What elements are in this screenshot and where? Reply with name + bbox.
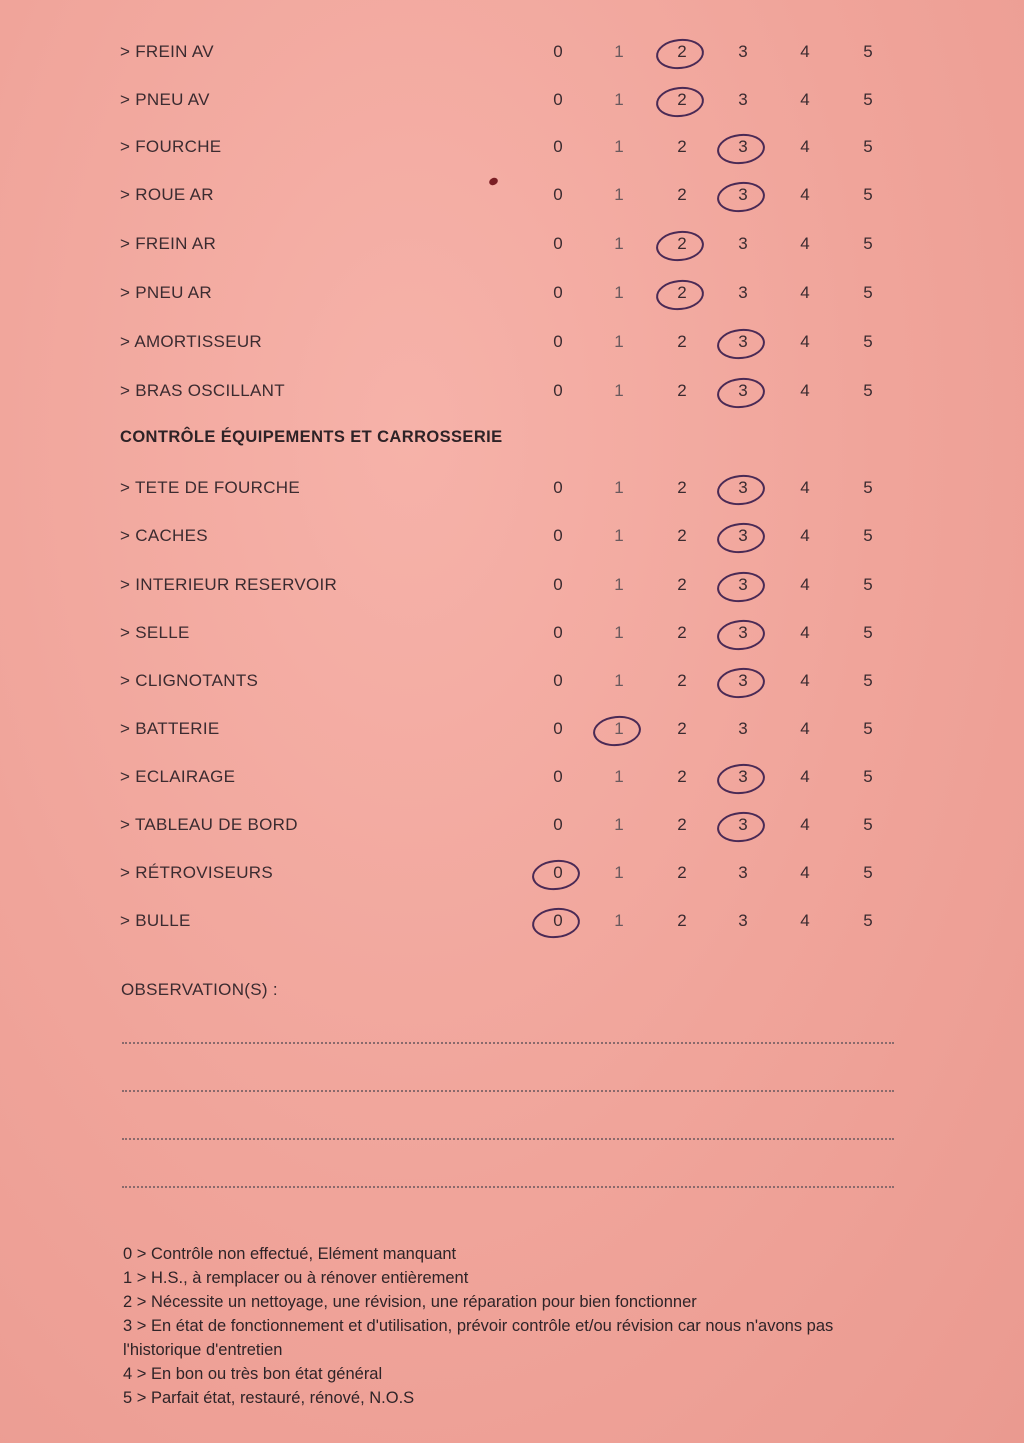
score-option-2[interactable]: 2 [677, 137, 687, 156]
selected-circle-mark [592, 714, 643, 749]
checklist-item-label: > BULLE [120, 911, 191, 930]
selected-circle-mark [655, 85, 706, 120]
checklist-row [0, 279, 1024, 309]
checklist-row [0, 86, 1024, 116]
checklist-row [0, 474, 1024, 504]
checklist-row [0, 38, 1024, 68]
score-option-4[interactable]: 4 [800, 332, 810, 351]
score-option-4[interactable]: 4 [800, 381, 810, 400]
section-title: CONTRÔLE ÉQUIPEMENTS ET CARROSSERIE [120, 428, 503, 446]
score-option-0[interactable]: 0 [553, 185, 563, 204]
score-option-0[interactable]: 0 [553, 526, 563, 545]
score-option-1[interactable]: 1 [614, 623, 624, 642]
score-option-3[interactable]: 3 [738, 283, 748, 302]
checklist-row [0, 328, 1024, 358]
score-option-selected[interactable]: 3 [731, 137, 755, 157]
score-option-5[interactable]: 5 [863, 381, 873, 400]
legend-item: 1 > H.S., à remplacer ou à rénover entièrement [123, 1269, 469, 1287]
score-option-1[interactable]: 1 [614, 911, 624, 930]
checklist-item-label: > AMORTISSEUR [120, 332, 262, 351]
score-option-4[interactable]: 4 [800, 526, 810, 545]
score-option-5[interactable]: 5 [863, 185, 873, 204]
score-option-4[interactable]: 4 [800, 911, 810, 930]
score-option-4[interactable]: 4 [800, 623, 810, 642]
checklist-row [0, 907, 1024, 937]
selected-circle-mark [716, 762, 767, 797]
score-option-selected[interactable]: 2 [670, 90, 694, 110]
score-option-1[interactable]: 1 [614, 381, 624, 400]
score-option-2[interactable]: 2 [677, 526, 687, 545]
observation-line[interactable] [122, 1090, 894, 1092]
score-option-1[interactable]: 1 [614, 478, 624, 497]
score-option-selected[interactable]: 3 [731, 381, 755, 401]
score-option-3[interactable]: 3 [738, 911, 748, 930]
score-option-selected[interactable]: 2 [670, 42, 694, 62]
score-option-5[interactable]: 5 [863, 671, 873, 690]
score-option-selected[interactable]: 3 [731, 185, 755, 205]
score-option-2[interactable]: 2 [677, 478, 687, 497]
score-option-5[interactable]: 5 [863, 283, 873, 302]
observation-line[interactable] [122, 1138, 894, 1140]
score-option-3[interactable]: 3 [738, 863, 748, 882]
selected-circle-mark [716, 327, 767, 362]
score-option-1[interactable]: 1 [614, 283, 624, 302]
checklist-row [0, 715, 1024, 745]
score-option-5[interactable]: 5 [863, 234, 873, 253]
score-option-4[interactable]: 4 [800, 185, 810, 204]
selected-circle-mark [716, 376, 767, 411]
legend-item: 2 > Nécessite un nettoyage, une révision, une réparation pour bien fonctionner [123, 1293, 697, 1311]
score-option-4[interactable]: 4 [800, 719, 810, 738]
observations-label: OBSERVATION(S) : [121, 980, 278, 999]
selected-circle-mark [716, 810, 767, 845]
selected-circle-mark [655, 229, 706, 264]
legend-item: 4 > En bon ou très bon état général [123, 1365, 383, 1383]
score-option-1[interactable]: 1 [614, 234, 624, 253]
checklist-row [0, 133, 1024, 163]
score-option-0[interactable]: 0 [553, 719, 563, 738]
score-option-0[interactable]: 0 [553, 815, 563, 834]
checklist-item-label: > ECLAIRAGE [120, 767, 236, 786]
score-option-5[interactable]: 5 [863, 623, 873, 642]
score-option-selected[interactable]: 3 [731, 575, 755, 595]
checklist-row [0, 619, 1024, 649]
selected-circle-mark [531, 858, 582, 893]
score-option-2[interactable]: 2 [677, 185, 687, 204]
checklist-item-label: > ROUE AR [120, 185, 214, 204]
score-option-4[interactable]: 4 [800, 90, 810, 109]
score-option-1[interactable]: 1 [614, 671, 624, 690]
score-option-0[interactable]: 0 [553, 90, 563, 109]
checklist-item-label: > BRAS OSCILLANT [120, 381, 285, 400]
legend-item: 0 > Contrôle non effectué, Elément manquant [123, 1245, 457, 1263]
score-option-2[interactable]: 2 [677, 332, 687, 351]
score-option-1[interactable]: 1 [614, 526, 624, 545]
selected-circle-mark [716, 473, 767, 508]
score-option-2[interactable]: 2 [677, 671, 687, 690]
checklist-row [0, 667, 1024, 697]
score-option-3[interactable]: 3 [738, 719, 748, 738]
score-option-0[interactable]: 0 [553, 767, 563, 786]
checklist-item-label: > SELLE [120, 623, 190, 642]
score-option-5[interactable]: 5 [863, 137, 873, 156]
score-option-5[interactable]: 5 [863, 526, 873, 545]
score-option-selected[interactable]: 3 [731, 671, 755, 691]
checklist-row [0, 377, 1024, 407]
score-option-selected[interactable]: 3 [731, 526, 755, 546]
score-option-4[interactable]: 4 [800, 234, 810, 253]
score-option-5[interactable]: 5 [863, 90, 873, 109]
score-option-4[interactable]: 4 [800, 671, 810, 690]
checklist-item-label: > FREIN AV [120, 42, 214, 61]
score-option-selected[interactable]: 2 [670, 283, 694, 303]
checklist-item-label: > INTERIEUR RESERVOIR [120, 575, 338, 594]
legend-item: 3 > En état de fonctionnement et d'utilisation, prévoir contrôle et/ou révision car nous n'avons pas l'historique d'entretien [123, 1317, 834, 1359]
selected-circle-mark [655, 278, 706, 313]
score-option-4[interactable]: 4 [800, 283, 810, 302]
score-option-1[interactable]: 1 [614, 185, 624, 204]
score-option-selected[interactable]: 0 [546, 863, 570, 883]
checklist-item-label: > CACHES [120, 526, 208, 545]
selected-circle-mark [716, 521, 767, 556]
score-option-0[interactable]: 0 [553, 283, 563, 302]
score-option-1[interactable]: 1 [614, 332, 624, 351]
score-legend [123, 1242, 883, 1410]
score-option-5[interactable]: 5 [863, 863, 873, 882]
score-option-1[interactable]: 1 [614, 863, 624, 882]
checklist-item-label: > FREIN AR [120, 234, 217, 253]
selected-circle-mark [716, 570, 767, 605]
checklist-row [0, 181, 1024, 211]
selected-circle-mark [531, 906, 582, 941]
score-option-0[interactable]: 0 [553, 575, 563, 594]
score-option-5[interactable]: 5 [863, 332, 873, 351]
checklist-item-label: > BATTERIE [120, 719, 220, 738]
selected-circle-mark [655, 37, 706, 72]
score-option-5[interactable]: 5 [863, 815, 873, 834]
checklist-item-label: > CLIGNOTANTS [120, 671, 259, 690]
score-option-0[interactable]: 0 [553, 332, 563, 351]
observation-line[interactable] [122, 1186, 894, 1188]
score-option-5[interactable]: 5 [863, 767, 873, 786]
score-option-4[interactable]: 4 [800, 42, 810, 61]
checklist-row [0, 763, 1024, 793]
score-option-3[interactable]: 3 [738, 234, 748, 253]
score-option-2[interactable]: 2 [677, 911, 687, 930]
score-option-1[interactable]: 1 [614, 137, 624, 156]
score-option-2[interactable]: 2 [677, 767, 687, 786]
legend-item: 5 > Parfait état, restauré, rénové, N.O.S [123, 1389, 415, 1407]
score-option-4[interactable]: 4 [800, 575, 810, 594]
selected-circle-mark [716, 618, 767, 653]
score-option-selected[interactable]: 3 [731, 767, 755, 787]
score-option-4[interactable]: 4 [800, 767, 810, 786]
score-option-4[interactable]: 4 [800, 815, 810, 834]
score-option-4[interactable]: 4 [800, 863, 810, 882]
selected-circle-mark [716, 666, 767, 701]
score-option-3[interactable]: 3 [738, 42, 748, 61]
checklist-row [0, 811, 1024, 841]
score-option-selected[interactable]: 2 [670, 234, 694, 254]
observation-line[interactable] [122, 1042, 894, 1044]
selected-circle-mark [716, 132, 767, 167]
score-option-0[interactable]: 0 [553, 42, 563, 61]
score-option-2[interactable]: 2 [677, 381, 687, 400]
score-option-3[interactable]: 3 [738, 90, 748, 109]
score-option-2[interactable]: 2 [677, 575, 687, 594]
selected-circle-mark [716, 180, 767, 215]
checklist-row [0, 859, 1024, 889]
score-option-4[interactable]: 4 [800, 478, 810, 497]
score-option-4[interactable]: 4 [800, 137, 810, 156]
score-option-0[interactable]: 0 [553, 137, 563, 156]
checklist-item-label: > TABLEAU DE BORD [120, 815, 298, 834]
score-option-2[interactable]: 2 [677, 719, 687, 738]
score-option-5[interactable]: 5 [863, 478, 873, 497]
score-option-5[interactable]: 5 [863, 911, 873, 930]
checklist-row [0, 230, 1024, 260]
score-option-selected[interactable]: 3 [731, 332, 755, 352]
score-option-0[interactable]: 0 [553, 381, 563, 400]
score-option-0[interactable]: 0 [553, 623, 563, 642]
score-option-0[interactable]: 0 [553, 478, 563, 497]
score-option-selected[interactable]: 3 [731, 815, 755, 835]
checklist-item-label: > PNEU AV [120, 90, 210, 109]
score-option-1[interactable]: 1 [614, 42, 624, 61]
score-option-1[interactable]: 1 [614, 815, 624, 834]
score-option-5[interactable]: 5 [863, 42, 873, 61]
score-option-1[interactable]: 1 [614, 575, 624, 594]
score-option-5[interactable]: 5 [863, 575, 873, 594]
score-option-2[interactable]: 2 [677, 863, 687, 882]
score-option-1[interactable]: 1 [614, 767, 624, 786]
score-option-0[interactable]: 0 [553, 234, 563, 253]
checklist-row [0, 522, 1024, 552]
score-option-selected[interactable]: 1 [607, 719, 631, 739]
checklist-item-label: > RÉTROVISEURS [120, 863, 273, 882]
score-option-selected[interactable]: 3 [731, 623, 755, 643]
score-option-0[interactable]: 0 [553, 671, 563, 690]
checklist-item-label: > TETE DE FOURCHE [120, 478, 301, 497]
score-option-selected[interactable]: 3 [731, 478, 755, 498]
checklist-item-label: > PNEU AR [120, 283, 212, 302]
score-option-1[interactable]: 1 [614, 90, 624, 109]
score-option-2[interactable]: 2 [677, 623, 687, 642]
score-option-5[interactable]: 5 [863, 719, 873, 738]
checklist-row [0, 571, 1024, 601]
score-option-2[interactable]: 2 [677, 815, 687, 834]
checklist-item-label: > FOURCHE [120, 137, 222, 156]
score-option-selected[interactable]: 0 [546, 911, 570, 931]
